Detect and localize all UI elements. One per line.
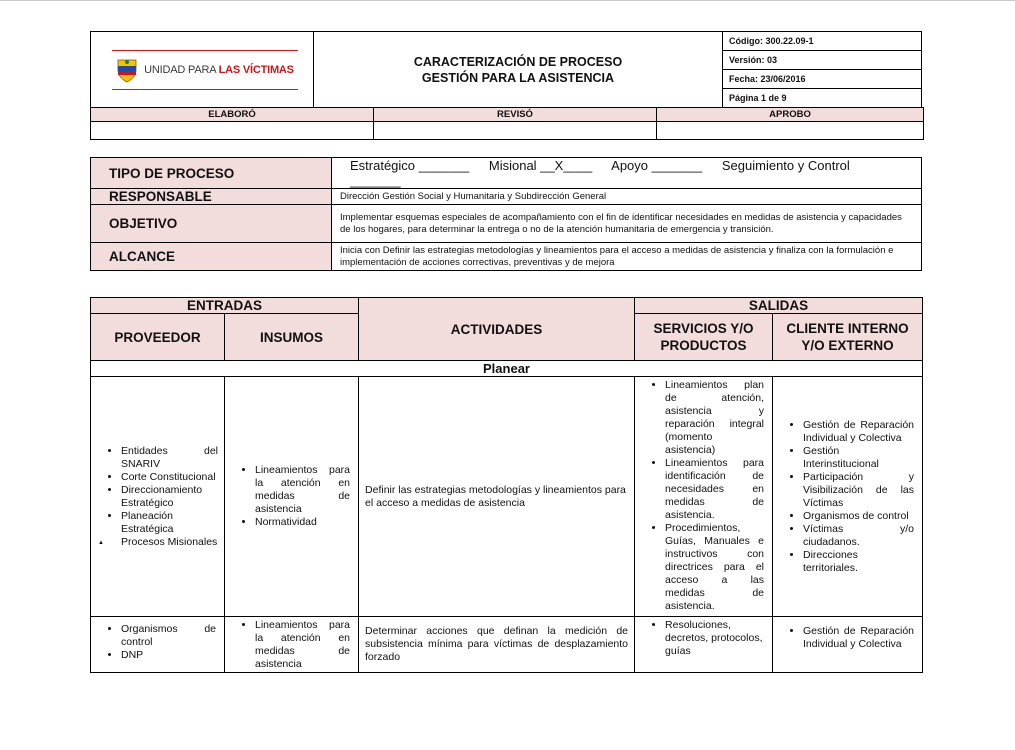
document-title xyxy=(314,32,723,108)
logo-text: UNIDAD PARA LAS VÍCTIMAS xyxy=(144,63,294,76)
codigo: Código: 300.22.09-1 xyxy=(723,32,922,51)
top-divider xyxy=(0,0,1015,1)
actividad-text: Determinar acciones que definan la medición de subsistencia mínima para víctimas de desplazamiento forzado xyxy=(365,625,629,663)
list-item: • Planeación Estratégica xyxy=(121,510,218,536)
list-item: • Gestión de Reparación Individual y Colectiva xyxy=(803,419,914,445)
list-item: • Organismos de control xyxy=(121,623,216,649)
coat-of-arms-icon xyxy=(116,57,138,83)
elaboro-cell xyxy=(91,122,374,140)
signature-table xyxy=(90,107,924,140)
reviso-cell xyxy=(374,122,657,140)
list-item: • Resoluciones, decretos, protocolos, guías xyxy=(665,619,764,658)
insumos-header: INSUMOS xyxy=(225,314,359,361)
insumos-cell xyxy=(225,377,359,617)
list-item: • Participación y Visibilización de las Víctimas xyxy=(803,471,914,510)
tipo-seguimiento: Seguimiento y Control _______ xyxy=(350,158,850,188)
list-item: • Corte Constitucional xyxy=(121,471,218,484)
list-item: • Víctimas y/o ciudadanos. xyxy=(803,523,914,549)
fecha: Fecha: 23/06/2016 xyxy=(723,70,922,89)
elaboro-header: ELABORÓ xyxy=(91,108,374,122)
cliente-header: CLIENTE INTERNO Y/O EXTERNO xyxy=(773,314,923,361)
aprobo-header: APROBO xyxy=(657,108,924,122)
document-header xyxy=(90,31,922,108)
list-item: • DNP xyxy=(121,649,216,662)
process-matrix xyxy=(90,297,923,673)
list-item: • Lineamientos para identificación de necesidades en medidas de asistencia. xyxy=(665,457,764,522)
alcance-value: Inicia con Definir las estrategias metodologías y lineamientos para el acceso a medidas de asistencia y finaliza con la formulación e implementación de acciones correctivas, preventivas y de mejora xyxy=(332,243,922,271)
proveedor-header: PROVEEDOR xyxy=(91,314,225,361)
list-item: • Lineamientos para la atención en medidas de asistencia xyxy=(255,619,350,671)
entradas-header: ENTRADAS xyxy=(91,298,359,314)
tipo-proceso-label: TIPO DE PROCESO xyxy=(91,158,332,189)
process-info-table xyxy=(90,157,922,271)
clientes-cell xyxy=(773,617,923,673)
actividad-text: Definir las estrategias metodologías y lineamientos para el acceso a medidas de asistencia xyxy=(365,483,626,509)
reviso-header: REVISÓ xyxy=(374,108,657,122)
tipo-estrategico: Estratégico _______ xyxy=(350,158,470,173)
list-item: • Normatividad xyxy=(255,516,350,529)
table-row xyxy=(91,617,923,673)
list-item: • Gestión de Reparación Individual y Colectiva xyxy=(803,625,914,651)
aprobo-cell xyxy=(657,122,924,140)
objetivo-value: Implementar esquemas especiales de acompañamiento con el fin de identificar necesidades en medidas de asistencia y capacidades de los hogares, para determinar la entrega o no de la atención humanitaria de emergencia y transición. xyxy=(332,205,922,243)
version: Versión: 03 xyxy=(723,51,922,70)
list-item: • Direccionamiento Estratégico xyxy=(121,484,218,510)
servicios-cell xyxy=(635,377,773,617)
section-planear: Planear xyxy=(91,361,923,377)
tipo-apoyo: Apoyo _______ xyxy=(611,158,703,173)
list-item: • Entidades del SNARIV xyxy=(121,445,218,471)
list-item: • Procedimientos, Guías, Manuales e instructivos con directrices para el acceso a las medidas de asistencia. xyxy=(665,522,764,613)
alcance-label: ALCANCE xyxy=(91,243,332,271)
table-row xyxy=(91,377,923,617)
list-item: • Lineamientos para la atención en medidas de asistencia xyxy=(255,464,350,516)
proveedor-cell xyxy=(91,617,225,673)
salidas-header: SALIDAS xyxy=(635,298,923,314)
proveedor-cell xyxy=(91,377,225,617)
pagina: Página 1 de 9 xyxy=(723,89,922,108)
title-line-2: GESTIÓN PARA LA ASISTENCIA xyxy=(421,70,615,85)
list-item: • Organismos de control xyxy=(803,510,914,523)
responsable-label: RESPONSABLE xyxy=(91,189,332,205)
title-line-1: CARACTERIZACIÓN DE PROCESO xyxy=(413,54,623,69)
responsable-value: Dirección Gestión Social y Humanitaria y Subdirección General xyxy=(332,189,922,205)
tipo-misional: Misional __X____ xyxy=(488,158,593,173)
actividad-cell xyxy=(359,377,635,617)
list-item: • Lineamientos plan de atención, asistencia y reparación integral (momento asistencia) xyxy=(665,379,764,457)
clientes-cell xyxy=(773,377,923,617)
list-item: • Direcciones territoriales. xyxy=(803,549,914,575)
list-item: • Gestión Interinstitucional xyxy=(803,445,914,471)
insumos-cell xyxy=(225,617,359,673)
actividad-cell xyxy=(359,617,635,673)
tipo-proceso-options xyxy=(332,158,922,189)
servicios-header: SERVICIOS Y/O PRODUCTOS xyxy=(635,314,773,361)
list-item: ▲ Procesos Misionales xyxy=(121,536,218,549)
objetivo-label: OBJETIVO xyxy=(91,205,332,243)
actividades-header: ACTIVIDADES xyxy=(359,298,635,361)
unidad-victimas-logo xyxy=(112,50,298,90)
servicios-cell xyxy=(635,617,773,673)
logo-cell xyxy=(91,32,314,108)
